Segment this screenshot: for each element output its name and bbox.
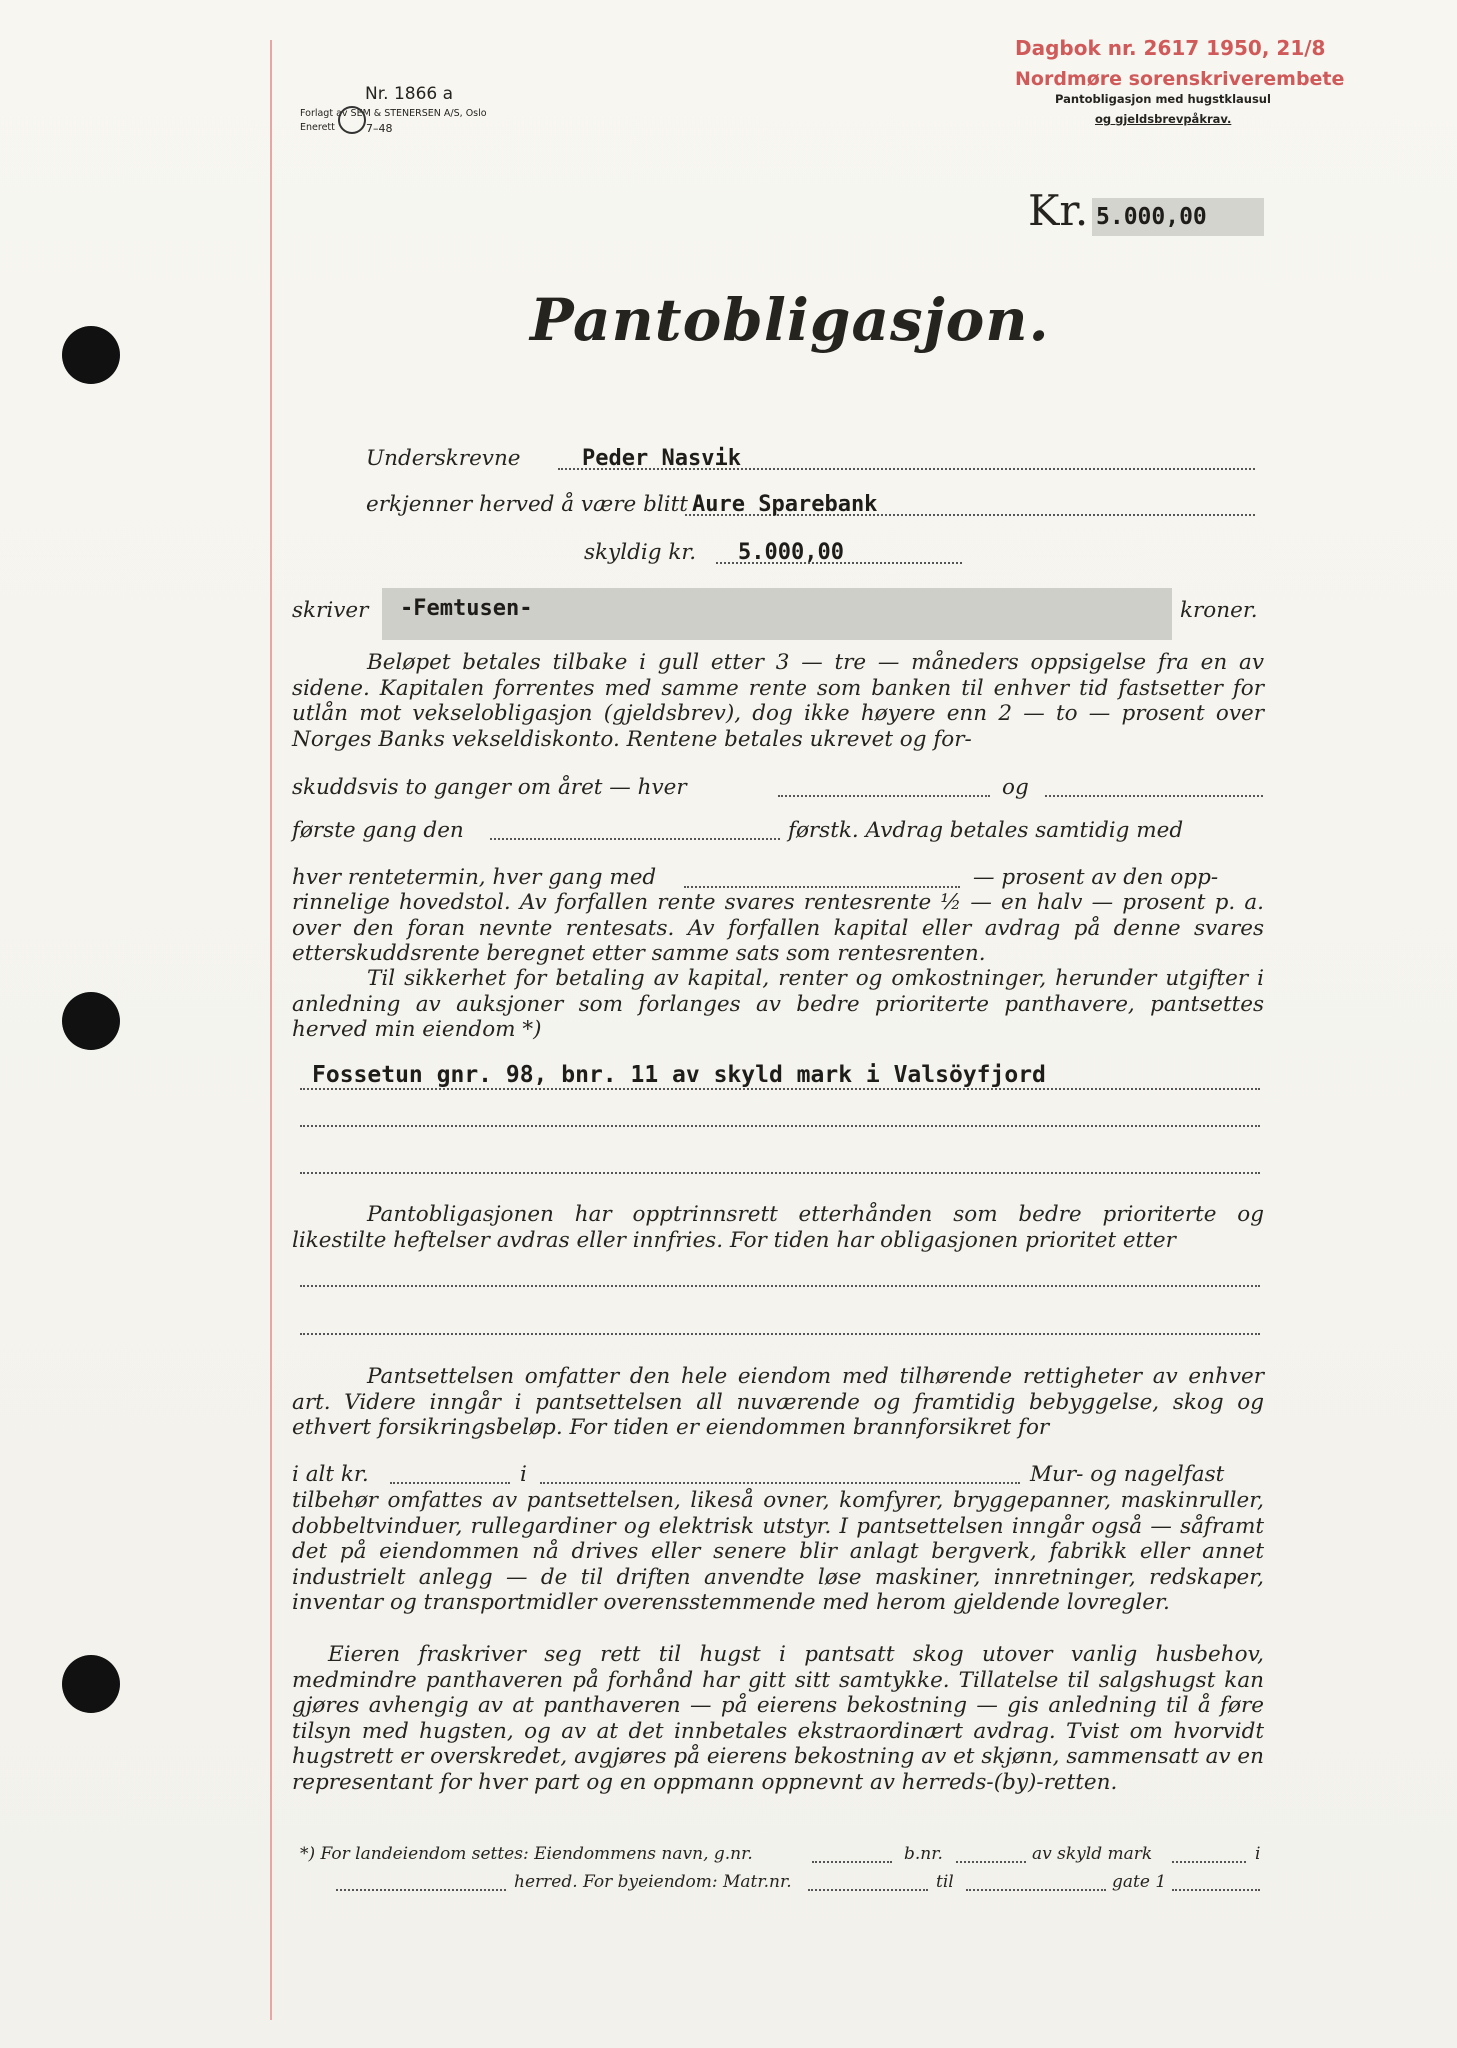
footnote-skyld-label: av skyld mark: [1032, 1844, 1153, 1864]
repayment-line-4a: hver rentetermin, hver gang med: [292, 865, 657, 890]
repayment-line-2b: og: [1002, 775, 1029, 800]
footnote-herred-line: [336, 1889, 506, 1891]
priority-line-1: [300, 1285, 1260, 1287]
form-note-line2: og gjeldsbrevpåkrav.: [1095, 112, 1232, 126]
footnote-line1a: *) For landeiendom settes: Eiendommens navn, g.nr.: [300, 1844, 753, 1864]
footnote-skyld-line: [1172, 1861, 1246, 1863]
interest-date-line-2: [1045, 795, 1263, 797]
fixtures-label: Mur- og nagelfast: [1030, 1462, 1225, 1487]
footnote-gnr-line: [812, 1861, 892, 1863]
form-number: Nr. 1866 a: [365, 84, 454, 104]
punch-hole-bottom: [62, 1655, 120, 1713]
footnote-line2a: herred. For byeiendom: Matr.nr.: [514, 1872, 792, 1892]
insurance-amount-line: [390, 1482, 510, 1484]
punch-hole-middle: [62, 992, 120, 1050]
publisher-rights: Enerett: [300, 122, 335, 133]
margin-line: [270, 40, 272, 2020]
property-line-3: [300, 1172, 1260, 1174]
repayment-line-3b: førstk. Avdrag betales samtidig med: [788, 818, 1184, 843]
footnote-gate-line: [1172, 1889, 1260, 1891]
footnote-i-label: i: [1255, 1844, 1261, 1864]
repayment-line-2a: skuddsvis to ganger om året — hver: [292, 775, 687, 800]
repayment-paragraph: Beløpet betales tilbake i gull etter 3 — tre — måneders oppsigelse fra en av sidene. Kapitalen forrentes med samme rente som banken til enhver tid fastsetter for utlån mot vekselobligasjon (gjeldsbrev), dog ikke høyere enn 2 — to — prosent over Norges Banks vekseldiskonto. Rentene betales ukrevet og for-: [292, 650, 1264, 752]
amount-value: 5.000,00: [1096, 204, 1207, 230]
footnote-bnr-label: b.nr.: [904, 1844, 943, 1864]
publisher-logo: [338, 106, 366, 134]
creditor-value: Aure Sparebank: [692, 492, 878, 517]
amount-label: Kr.: [1028, 186, 1089, 235]
property-description: Fossetun gnr. 98, bnr. 11 av skyld mark i Valsöyfjord: [312, 1062, 1046, 1088]
publisher-line: Forlagt av SEM & STENERSEN A/S, Oslo: [300, 108, 487, 119]
owes-label: skyldig kr.: [584, 540, 697, 565]
installment-line: [684, 886, 960, 888]
journal-stamp: Dagbok nr. 2617 1950, 21/8: [1015, 36, 1326, 60]
security-paragraph: Til sikkerhet for betaling av kapital, renter og omkostninger, herunder utgifter i anledning av auksjoner som forlanges av bedre prioriterte panthavere, pantsettes herved min eiendom *): [292, 966, 1264, 1043]
court-stamp: Nordmøre sorenskriverembete: [1015, 68, 1345, 90]
publisher-code: 7–48: [366, 122, 393, 135]
priority-line-2: [300, 1333, 1260, 1335]
property-line-1: [300, 1088, 1260, 1090]
owes-value: 5.000,00: [738, 540, 844, 565]
first-date-line: [490, 838, 780, 840]
insurance-in-label: i: [520, 1462, 527, 1487]
fixtures-paragraph: tilbehør omfattes av pantsettelsen, likeså ovner, komfyrer, bryggepanner, maskinruller, dobbeltvinduer, rullegardiner og elektrisk utstyr. I pantsettelsen inngår også — såframt det på eiendommen nå drives eller senere blir anlagt bergverk, fabrikk eller annet industrielt anlegg — de til driften anvendte løse maskiner, innretninger, redskaper, inventar og transportmidler overensstemmende med herom gjeldende lovregler.: [292, 1488, 1264, 1616]
undersigned-label: Underskrevne: [366, 446, 521, 471]
footnote-til-line: [966, 1889, 1106, 1891]
interest-paragraph: rinnelige hovedstol. Av forfallen rente svares rentesrente ½ — en halv — prosent p. a. over den foran nevnte rentesats. Av forfallen kapital eller avdrag på denne svares etterskuddsrente beregnet etter samme sats som rentesrenten.: [292, 890, 1264, 967]
writes-label: skriver: [292, 598, 369, 623]
document-title: Pantobligasjon.: [530, 286, 1050, 354]
insurance-label: i alt kr.: [292, 1462, 369, 1487]
repayment-line-3a: første gang den: [292, 818, 464, 843]
interest-date-line-1: [778, 795, 990, 797]
scope-paragraph: Pantsettelsen omfatter den hele eiendom med tilhørende rettigheter av enhver art. Videre inngår i pantsettelsen all nuværende og framtidig bebyggelse, skog og ethvert forsikringsbeløp. For tiden er eiendommen brannforsikret for: [292, 1364, 1264, 1441]
footnote-til-label: til: [936, 1872, 954, 1892]
acknowledges-label: erkjenner herved å være blitt: [366, 492, 688, 517]
insurance-company-line: [540, 1482, 1020, 1484]
logging-paragraph: Eieren fraskriver seg rett til hugst i pantsatt skog utover vanlig husbehov, medmindre panthaveren på forhånd har gitt sitt samtykke. Tillatelse til salgshugst kan gjøres avhengig av at panthaveren — på eierens bekostning — gis anledning til å føre tilsyn med hugsten, og av at det innbetales ekstraordinært avdrag. Tvist om hvorvidt hugstrett er overskredet, avgjøres på eierens bekostning av et skjønn, sammensatt av en representant for hver part og en oppmann oppnevnt av herreds-(by)-retten.: [292, 1642, 1264, 1795]
form-note-line1: Pantobligasjon med hugstklausul: [1055, 92, 1271, 106]
kroner-label: kroner.: [1180, 598, 1258, 623]
footnote-gate-label: gate 1: [1112, 1872, 1167, 1892]
punch-hole-top: [62, 326, 120, 384]
priority-paragraph: Pantobligasjonen har opptrinnsrett etterhånden som bedre prioriterte og likestilte heftelser avdras eller innfries. For tiden har obligasjonen prioritet etter: [292, 1202, 1264, 1253]
repayment-line-4b: — prosent av den opp-: [973, 865, 1219, 890]
writes-value: -Femtusen-: [400, 596, 533, 621]
footnote-bnr-line: [956, 1861, 1026, 1863]
footnote-matr-line: [808, 1889, 928, 1891]
undersigned-value: Peder Nasvik: [582, 446, 741, 471]
property-line-2: [300, 1125, 1260, 1127]
